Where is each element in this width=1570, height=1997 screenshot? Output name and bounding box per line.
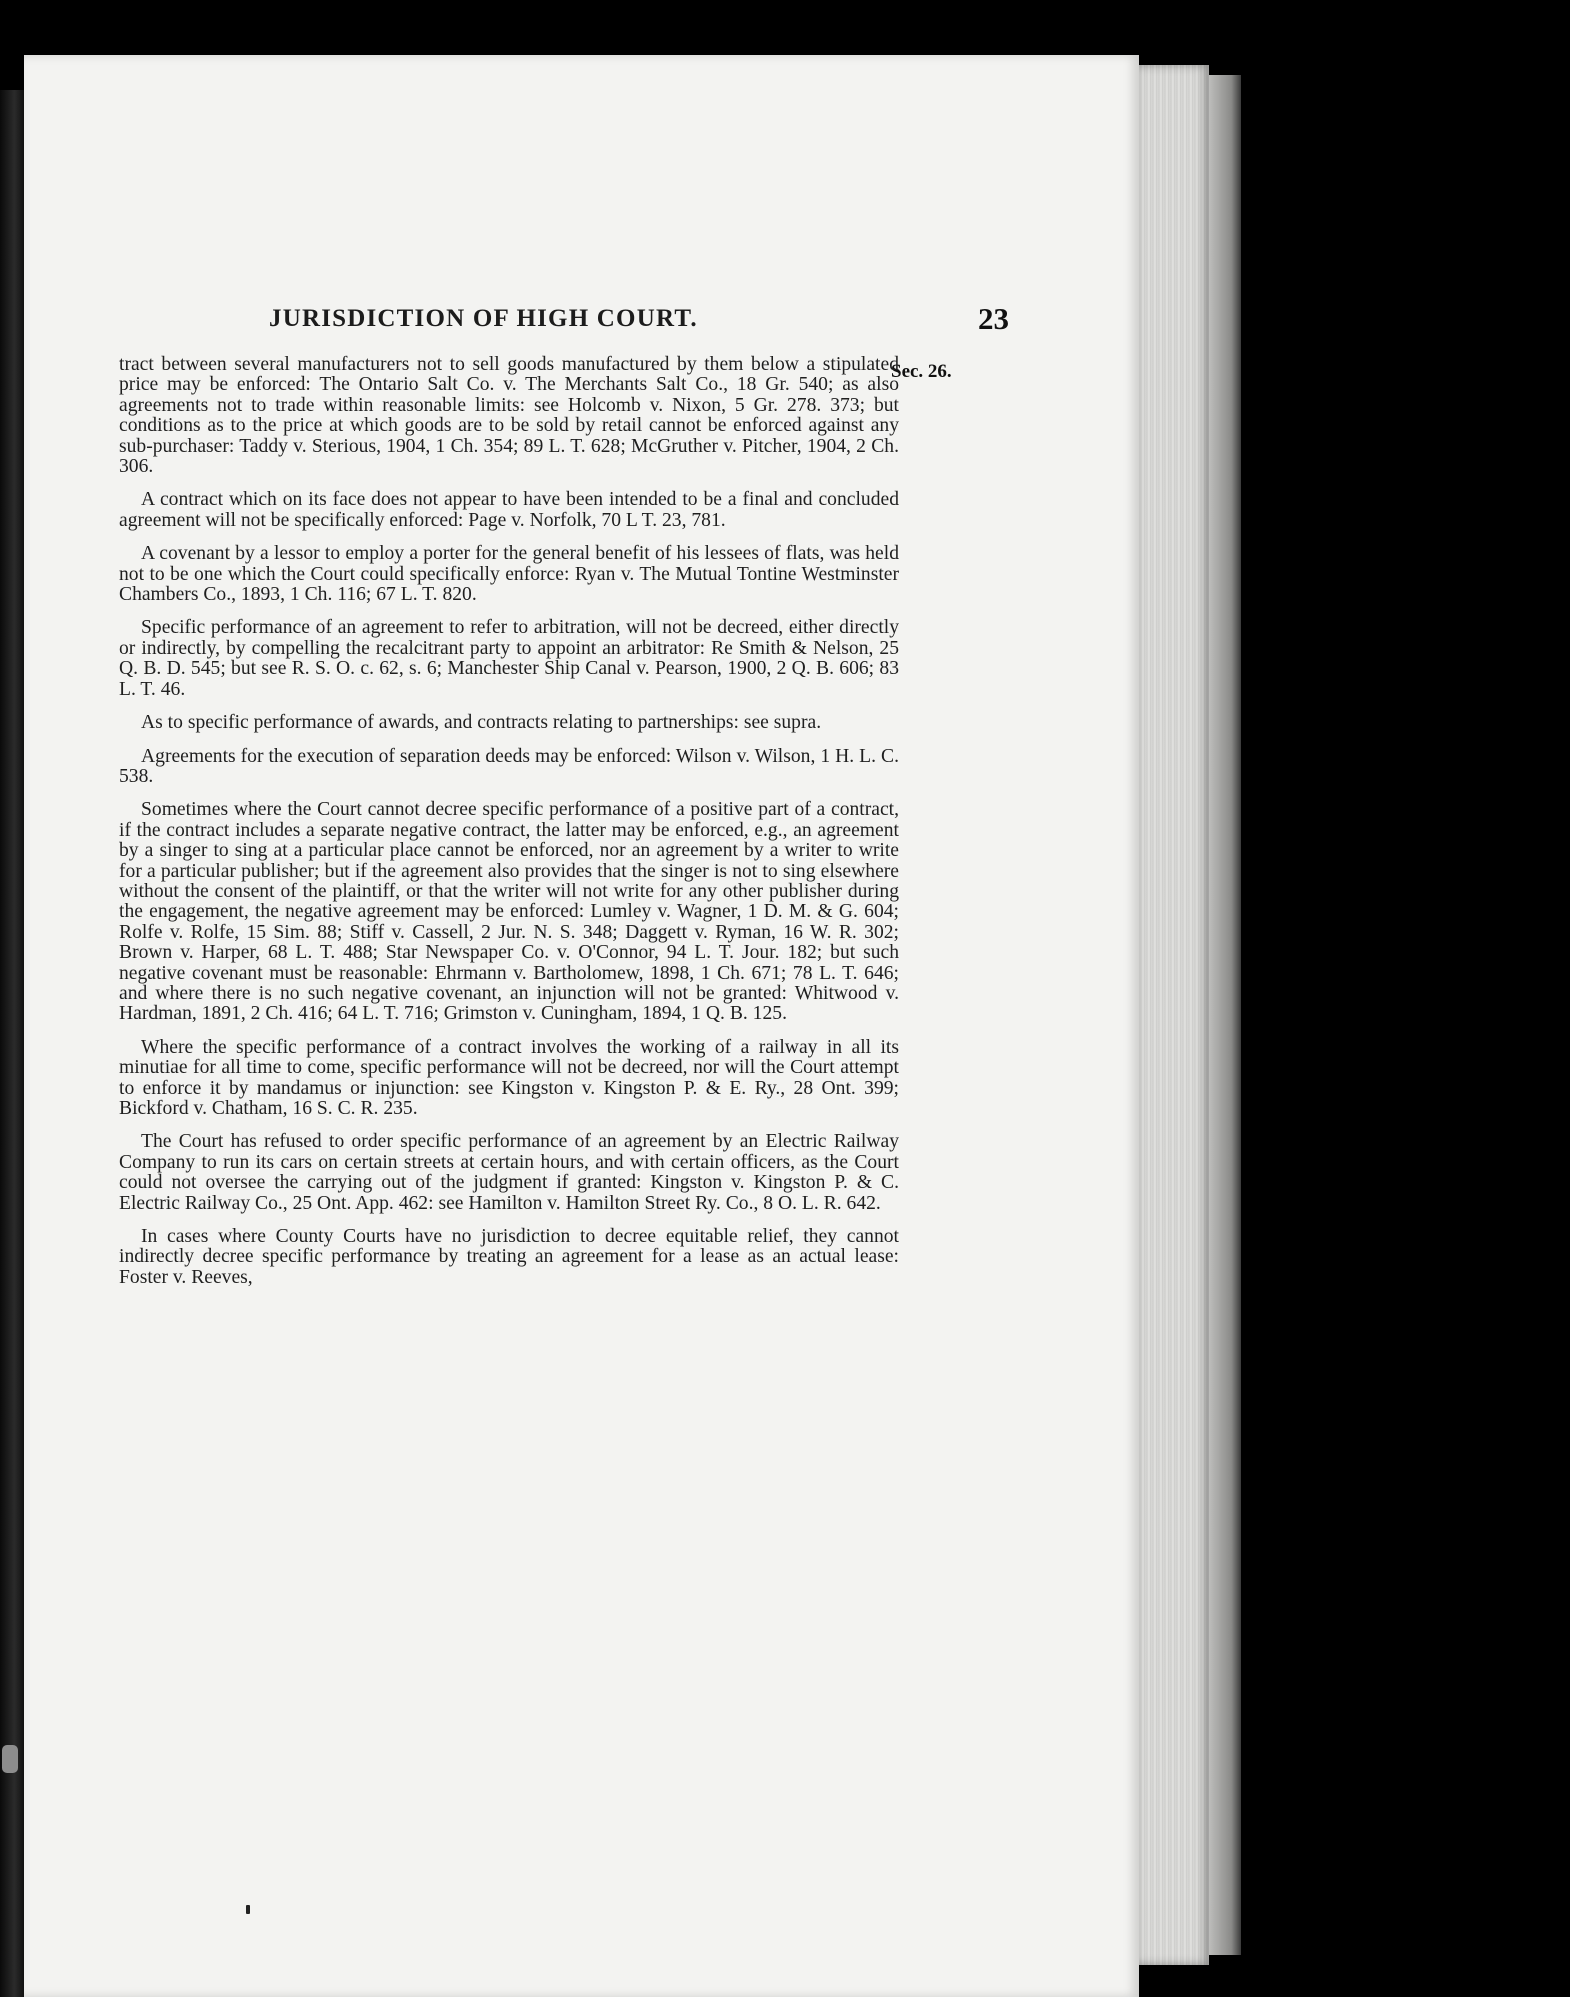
paragraph: Agreements for the execution of separation deeds may be enforced: Wilson v. Wilson, 1 H. L. C. 538. bbox=[119, 745, 899, 787]
paragraph: A contract which on its face does not appear to have been intended to be a final and concluded agreement will not be specifically enforced: Page v. Norfolk, 70 L T. 23, 781. bbox=[119, 489, 899, 531]
book-cover-edge bbox=[1209, 75, 1241, 1955]
margin-blot bbox=[2, 1745, 18, 1773]
paragraph: Sometimes where the Court cannot decree specific performance of a positive part of a contract, if the contract includes a separate negative contract, the latter may be enforced, e.g., an agreement by a singer to sing at a particular place cannot be enforced, nor an agreement by a writer to write for a particular publisher; but if the agreement also provides that the singer is not to sing elsewhere without the consent of the plaintiff, or that the writer will not write for any other publisher during the engagement, the negative agreement may be enforced: Lumley v. Wagner, 1 D. M. & G. 604; Rolfe v. Rolfe, 15 Sim. 88; Stiff v. Cassell, 2 Jur. N. S. 348; Daggett v. Ryman, 16 W. R. 302; Brown v. Harper, 68 L. T. 488; Star Newspaper Co. v. O'Connor, 94 L. T. Jour. 182; but such negative covenant must be reasonable: Ehrmann v. Bartholomew, 1898, 1 Ch. 671; 78 L. T. 646; and where there is no such negative covenant, an injunction will not be granted: Whitwood v. Hardman, 1891, 2 Ch. 416; 64 L. T. 716; Grimston v. Cuningham, 1894, 1 Q. B. 125. bbox=[119, 799, 899, 1025]
paragraph: The Court has refused to order specific performance of an agreement by an Electric Railway Company to run its cars on certain streets at certain hours, and with certain officers, as the Court could not oversee the carrying out of the judgment if granted: Kingston v. Kingston P. & C. Electric Railway Co., 25 Ont. App. 462: see Hamilton v. Hamilton Street Ry. Co., 8 O. L. R. 642. bbox=[119, 1131, 899, 1214]
section-marginal-note: Sec. 26. bbox=[891, 361, 952, 382]
paragraph: As to specific performance of awards, and contracts relating to partnerships: see supra. bbox=[141, 712, 822, 734]
running-head: JURISDICTION OF HIGH COURT. bbox=[269, 305, 698, 332]
paragraph: In cases where County Courts have no jurisdiction to decree equitable relief, they cannot indirectly decree specific performance by treating an agreement for a lease as an actual lease: Foster v. Reeves, bbox=[119, 1226, 899, 1288]
body-text bbox=[119, 355, 899, 1301]
page-block-edge bbox=[1139, 65, 1209, 1965]
page-header bbox=[269, 301, 1009, 339]
paragraph: Specific performance of an agreement to refer to arbitration, will not be decreed, either directly or indirectly, by compelling the recalcitrant party to appoint an arbitrator: Re Smith & Nelson, 25 Q. B. D. 545; but see R. S. O. c. 62, s. 6; Manchester Ship Canal v. Pearson, 1900, 2 Q. B. 606; 83 L. T. 46. bbox=[119, 617, 899, 700]
page-number: 23 bbox=[978, 301, 1009, 336]
page-speck bbox=[246, 1905, 250, 1914]
paragraph: Where the specific performance of a contract involves the working of a railway in all its minutiae for all time to come, specific performance will not be decreed, nor will the Court attempt to enforce it by mandamus or injunction: see Kingston v. Kingston P. & E. Ry., 28 Ont. 399; Bickford v. Chatham, 16 S. C. R. 235. bbox=[119, 1036, 899, 1119]
paragraph: tract between several manufacturers not to sell goods manufactured by them below a stipulated price may be enforced: The Ontario Salt Co. v. The Merchants Salt Co., 18 Gr. 540; as also agreements not to trade within reasonable limits: see Holcomb v. Nixon, 5 Gr. 278. 373; but conditions as to the price at which goods are to be sold by retail cannot be enforced against any sub-purchaser: Taddy v. Sterious, 1904, 1 Ch. 354; 89 L. T. 628; McGruther v. Pitcher, 1904, 2 Ch. 306. bbox=[119, 354, 899, 478]
paragraph: A covenant by a lessor to employ a porter for the general benefit of his lessees of flats, was held not to be one which the Court could specifically enforce: Ryan v. The Mutual Tontine Westminster Chambers Co., 1893, 1 Ch. 116; 67 L. T. 820. bbox=[119, 543, 899, 606]
book-spine-edge bbox=[0, 90, 24, 1997]
scanned-page bbox=[24, 55, 1139, 1997]
